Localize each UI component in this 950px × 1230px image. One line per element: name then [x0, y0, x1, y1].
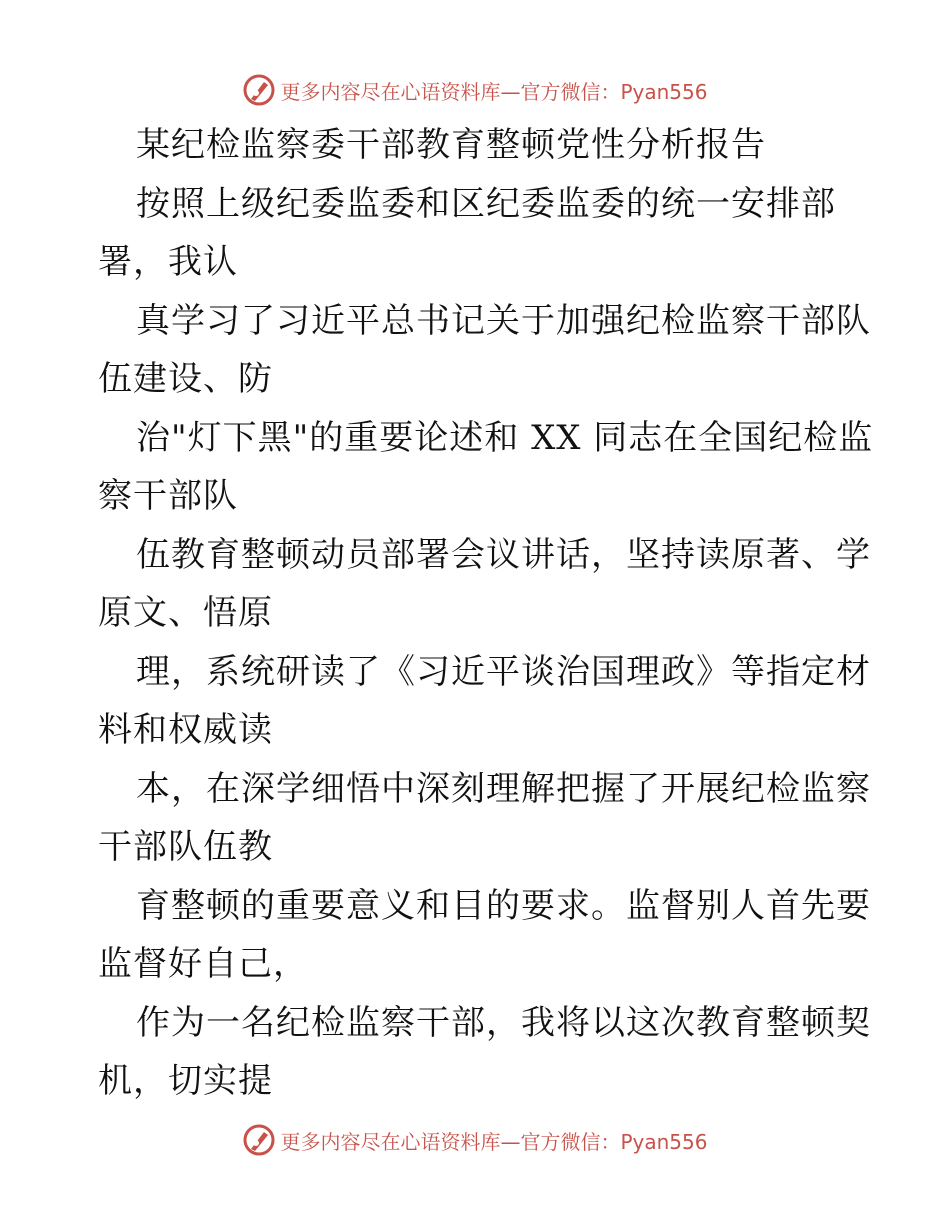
document-line: 署，我认 — [98, 242, 238, 282]
document-line: 按照上级纪委监委和区纪委监委的统一安排部 — [136, 183, 836, 224]
document-body — [98, 116, 874, 1111]
pen-logo-icon — [242, 1123, 276, 1157]
document-line: 理，系统研读了《习近平谈治国理政》等指定材 — [136, 651, 871, 692]
document-line: 某纪检监察委干部教育整顿党性分析报告 — [136, 125, 766, 165]
document-line: 机，切实提 — [98, 1061, 273, 1101]
footer-banner-text: 更多内容尽在心语资料库—官方微信：Pyan556 — [280, 1129, 708, 1154]
header-banner — [0, 70, 950, 110]
pen-logo-icon — [242, 73, 276, 107]
footer-banner — [0, 1120, 950, 1160]
document-line: 治"灯下黑"的重要论述和 XX 同志在全国纪检监 — [136, 417, 874, 458]
document-line: 伍教育整顿动员部署会议讲话，坚持读原著、学 — [136, 534, 871, 575]
document-line: 伍建设、防 — [98, 359, 273, 399]
document-line: 真学习了习近平总书记关于加强纪检监察干部队 — [136, 300, 871, 341]
document-line: 育整顿的重要意义和目的要求。监督别人首先要 — [136, 885, 871, 926]
document-line: 本，在深学细悟中深刻理解把握了开展纪检监察 — [136, 768, 871, 809]
document-line: 作为一名纪检监察干部，我将以这次教育整顿契 — [136, 1002, 871, 1043]
document-line: 料和权威读 — [98, 710, 273, 750]
document-line: 监督好自己， — [98, 944, 308, 984]
document-line: 干部队伍教 — [98, 827, 273, 867]
document-line: 察干部队 — [98, 476, 238, 516]
header-banner-text: 更多内容尽在心语资料库—官方微信：Pyan556 — [280, 79, 708, 104]
document-line: 原文、悟原 — [98, 593, 273, 633]
